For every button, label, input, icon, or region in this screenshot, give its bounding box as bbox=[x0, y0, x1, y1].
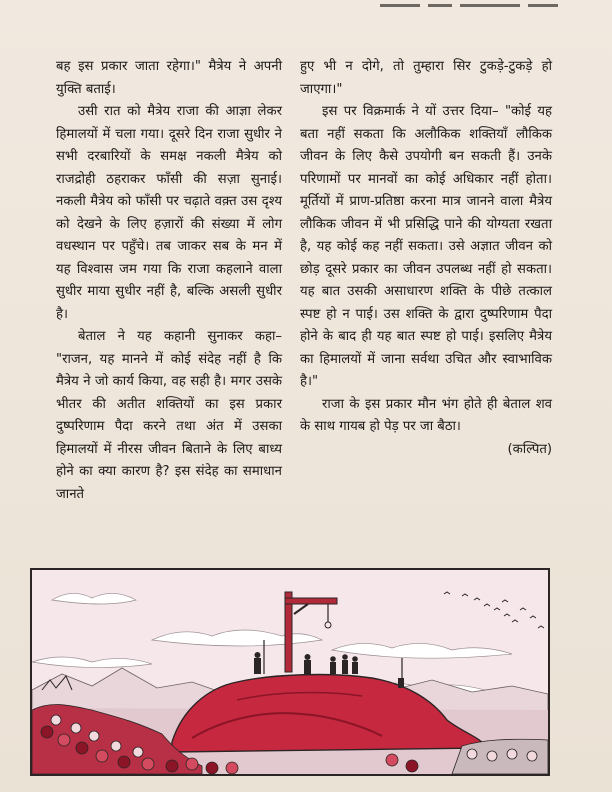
story-signature: (कल्पित) bbox=[507, 441, 552, 457]
left-text-column bbox=[56, 56, 282, 506]
illustration-svg bbox=[32, 570, 548, 774]
birds-icon bbox=[444, 592, 544, 628]
paragraph: बेताल ने यह कहानी सुनाकर कहा– "राजन, यह मानने में कोई संदेह नहीं है कि मैत्रेय ने जो कार्य किया, वह सही है। मगर उसके भीतर की अतीत शक्तियों का इस प्रकार दुष्परिणाम पैदा करने तथा अंत में उसका हिमालयों में नीरस जीवन बिताने के लिए बाध्य होने का क्या कारण है? इस संदेह का समाधान जानते bbox=[56, 329, 282, 502]
paragraph: बह इस प्रकार जाता रहेगा।" मैत्रेय ने अपनी युक्ति बताई। bbox=[56, 59, 282, 97]
paragraph: राजा के इस प्रकार मौन भंग होते ही बेताल शव के साथ गायब हो पेड़ पर जा बैठा। bbox=[300, 396, 552, 434]
header-strip bbox=[380, 0, 612, 14]
paragraph: उसी रात को मैत्रेय राजा की आज्ञा लेकर हिमालयों में चला गया। दूसरे दिन राजा सुधीर ने सभी दरबारियों के समक्ष नकली मैत्रेय को राजद्रोही ठहराकर फाँसी की सज़ा सुनाई। नकली मैत्रेय को फाँसी पर चढ़ाते वक़्त उस दृश्य को देखने के लिए हज़ारों की संख्या में लोग वधस्थान पर पहुँचे। तब जाकर सब के मन में यह विश्वास जम गया कि राजा कहलाने वाला सुधीर माया सुधीर नहीं है, बल्कि असली सुधीर है। bbox=[56, 104, 282, 322]
paragraph: इस पर विक्रमार्क ने यों उत्तर दिया– "कोई यह बता नहीं सकता कि अलौकिक शक्तियाँ लौकिक जीवन के लिए कैसे उपयोगी बन सकती हैं। उनके परिणामों पर मानवों का कोई अधिकार नहीं होता। मूर्तियों में प्राण-प्रतिष्ठा करना मात्र जानने वाला मैत्रेय लौकिक जीवन में भी प्रसिद्धि पाने की योग्यता रखता है, यह कोई कह नहीं सकता। उसे अज्ञात जीवन को छोड़ दूसरे प्रकार का जीवन उपलब्ध नहीं हो सकता। यह बात उसकी असाधारण शक्ति के पीछे तत्काल स्पष्ट हो न पाई। उस शक्ति के द्वारा दुष्परिणाम पैदा होने के बाद ही यह बात स्पष्ट हो पाई। इसलिए मैत्रेय का हिमालयों में जाना सर्वथा उचित और स्वाभाविक है।" bbox=[300, 104, 552, 389]
paragraph: हुए भी न दोगे, तो तुम्हारा सिर टुकड़े-टुकड़े हो जाएगा।" bbox=[300, 59, 552, 97]
right-text-column bbox=[300, 56, 552, 461]
gallows-illustration bbox=[30, 568, 550, 776]
